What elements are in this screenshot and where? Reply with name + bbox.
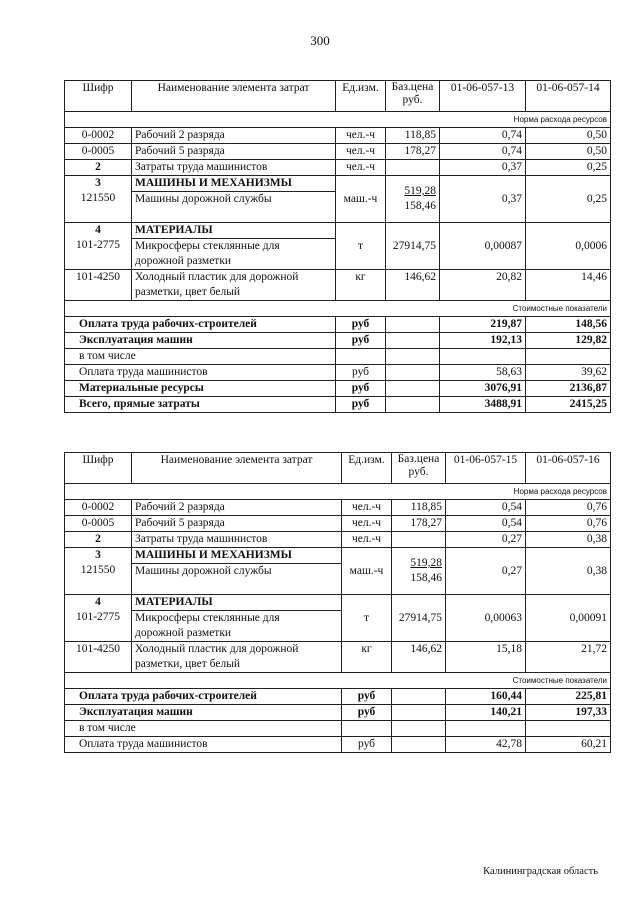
row-name: Машины дорожной службы <box>132 192 336 223</box>
row-name-line-2: разметки, цвет белый <box>135 658 241 670</box>
cost-name: Эксплуатация машин <box>65 333 336 349</box>
row-value-2: 21,72 <box>526 642 611 673</box>
cost-row <box>65 705 611 721</box>
header-code: Шифр <box>65 453 132 484</box>
row-name <box>132 239 336 270</box>
row-name: Рабочий 2 разряда <box>132 500 342 516</box>
section-title: МАТЕРИАЛЫ <box>132 223 336 239</box>
row-price: 146,62 <box>386 270 440 301</box>
header-unit: Ед.изм. <box>336 81 386 112</box>
row-code: 101-2775 <box>75 611 121 623</box>
section-code <box>65 548 132 595</box>
row-name: Рабочий 2 разряда <box>132 128 336 144</box>
cost-value-2: 225,81 <box>526 689 611 705</box>
page-footer: Калининградская область <box>483 866 598 877</box>
row-price: 178,27 <box>392 516 446 532</box>
cost-price <box>386 349 440 365</box>
cost-price <box>386 365 440 381</box>
row-value-1: 0,27 <box>446 548 526 595</box>
row-code: 101-4250 <box>65 270 132 301</box>
row-value-1: 0,00063 <box>446 595 526 642</box>
section-title: МАТЕРИАЛЫ <box>132 595 342 611</box>
table-row <box>65 160 611 176</box>
row-price <box>392 532 446 548</box>
cost-row <box>65 381 611 397</box>
row-price: 178,27 <box>386 144 440 160</box>
cost-value-1: 219,87 <box>440 317 526 333</box>
header-name: Наименование элемента затрат <box>132 453 342 484</box>
row-value-2: 0,50 <box>526 144 611 160</box>
section-number: 4 <box>95 224 101 236</box>
row-name-line-2: разметки, цвет белый <box>135 286 241 298</box>
row-unit: чел.-ч <box>336 144 386 160</box>
table-row <box>65 500 611 516</box>
row-unit: т <box>336 223 386 270</box>
table-row <box>65 270 611 301</box>
cost-price <box>392 689 446 705</box>
row-price-main: 519,28 <box>410 557 442 569</box>
row-value-2: 0,25 <box>526 176 611 223</box>
row-name: Рабочий 5 разряда <box>132 144 336 160</box>
cost-unit: руб <box>342 705 392 721</box>
row-value-1: 0,37 <box>440 160 526 176</box>
header-col-1: 01-06-057-15 <box>446 453 526 484</box>
section-code <box>65 223 132 270</box>
cost-name: Оплата труда рабочих-строителей <box>65 689 342 705</box>
row-name-line-1: Микросферы стеклянные для <box>135 612 280 624</box>
cost-row <box>65 333 611 349</box>
norm-caption: Норма расхода ресурсов <box>65 484 611 500</box>
row-value-1: 15,18 <box>446 642 526 673</box>
cost-caption: Стоимостные показатели <box>65 301 611 317</box>
cost-table-2 <box>64 452 611 753</box>
row-code: 121550 <box>80 192 116 204</box>
cost-unit: руб <box>336 381 386 397</box>
row-value-2: 0,76 <box>526 500 611 516</box>
row-name <box>132 611 342 642</box>
section-number: 3 <box>95 549 101 561</box>
cost-value-1: 3488,91 <box>440 397 526 413</box>
table-row <box>65 532 611 548</box>
cost-name: Оплата труда рабочих-строителей <box>65 317 336 333</box>
table-header-row <box>65 81 611 112</box>
row-value-1: 0,74 <box>440 144 526 160</box>
row-code: 0-0005 <box>65 516 132 532</box>
row-price: 27914,75 <box>392 595 446 642</box>
table-header-row <box>65 453 611 484</box>
row-value-2: 0,38 <box>526 548 611 595</box>
section-row <box>65 548 611 564</box>
cost-value-2: 2415,25 <box>526 397 611 413</box>
row-code: 0-0002 <box>65 500 132 516</box>
cost-value-2: 2136,87 <box>526 381 611 397</box>
row-value-1: 0,54 <box>446 500 526 516</box>
cost-row <box>65 721 611 737</box>
header-col-2: 01-06-057-16 <box>526 453 611 484</box>
row-code: 121550 <box>80 564 116 576</box>
cost-price <box>386 317 440 333</box>
cost-value-1: 140,21 <box>446 705 526 721</box>
page-number: 300 <box>310 33 330 48</box>
section-code <box>65 176 132 223</box>
row-value-2: 0,50 <box>526 128 611 144</box>
cost-row <box>65 737 611 753</box>
row-unit: маш.-ч <box>342 548 392 595</box>
cost-unit: руб <box>342 737 392 753</box>
cost-name: Оплата труда машинистов <box>65 365 336 381</box>
cost-table-1 <box>64 80 611 413</box>
cost-value-1: 58,63 <box>440 365 526 381</box>
cost-name: Всего, прямые затраты <box>65 397 336 413</box>
cost-caption-row <box>65 301 611 317</box>
cost-value-2: 148,56 <box>526 317 611 333</box>
section-number: 4 <box>95 596 101 608</box>
cost-price <box>386 333 440 349</box>
cost-value-2: 129,82 <box>526 333 611 349</box>
row-value-1: 0,27 <box>446 532 526 548</box>
row-price <box>392 548 446 595</box>
row-price-secondary: 158,46 <box>410 572 442 584</box>
cost-unit: руб <box>342 689 392 705</box>
row-code: 2 <box>65 160 132 176</box>
row-price: 146,62 <box>392 642 446 673</box>
section-title: МАШИНЫ И МЕХАНИЗМЫ <box>132 176 336 192</box>
cost-value-2: 39,62 <box>526 365 611 381</box>
header-col-2: 01-06-057-14 <box>526 81 611 112</box>
row-price: 118,85 <box>386 128 440 144</box>
row-name: Затраты труда машинистов <box>132 160 336 176</box>
row-value-1: 0,74 <box>440 128 526 144</box>
norm-caption-row <box>65 484 611 500</box>
row-name: Затраты труда машинистов <box>132 532 342 548</box>
section-code <box>65 595 132 642</box>
cost-value-1: 42,78 <box>446 737 526 753</box>
cost-name: в том числе <box>65 349 336 365</box>
row-price-secondary: 158,46 <box>404 200 436 212</box>
cost-value-2 <box>526 349 611 365</box>
cost-price <box>386 381 440 397</box>
norm-caption-row <box>65 112 611 128</box>
row-code: 2 <box>65 532 132 548</box>
row-unit: чел.-ч <box>336 160 386 176</box>
row-price: 118,85 <box>392 500 446 516</box>
row-name: Рабочий 5 разряда <box>132 516 342 532</box>
cost-value-1 <box>440 349 526 365</box>
row-code: 0-0002 <box>65 128 132 144</box>
row-value-1: 0,54 <box>446 516 526 532</box>
table-row <box>65 128 611 144</box>
cost-unit: руб <box>336 365 386 381</box>
row-name-line-1: Холодный пластик для дорожной <box>135 271 299 283</box>
row-name-line-2: дорожной разметки <box>135 255 232 267</box>
cost-value-2: 197,33 <box>526 705 611 721</box>
row-value-2: 0,76 <box>526 516 611 532</box>
row-unit: чел.-ч <box>336 128 386 144</box>
header-col-1: 01-06-057-13 <box>440 81 526 112</box>
row-value-2: 0,00091 <box>526 595 611 642</box>
row-value-2: 0,25 <box>526 160 611 176</box>
section-title: МАШИНЫ И МЕХАНИЗМЫ <box>132 548 342 564</box>
table-row <box>65 144 611 160</box>
row-value-2: 0,38 <box>526 532 611 548</box>
header-unit: Ед.изм. <box>342 453 392 484</box>
row-unit: чел.-ч <box>342 516 392 532</box>
row-unit: кг <box>342 642 392 673</box>
cost-name: Материальные ресурсы <box>65 381 336 397</box>
row-name-line-2: дорожной разметки <box>135 627 232 639</box>
cost-row <box>65 689 611 705</box>
row-price <box>386 160 440 176</box>
cost-value-1: 160,44 <box>446 689 526 705</box>
cost-name: Оплата труда машинистов <box>65 737 342 753</box>
cost-value-1 <box>446 721 526 737</box>
cost-price <box>392 721 446 737</box>
cost-caption-row <box>65 673 611 689</box>
cost-row <box>65 397 611 413</box>
norm-caption: Норма расхода ресурсов <box>65 112 611 128</box>
row-value-1: 0,37 <box>440 176 526 223</box>
header-name: Наименование элемента затрат <box>132 81 336 112</box>
row-name: Машины дорожной службы <box>132 564 342 595</box>
section-row <box>65 223 611 239</box>
row-unit: чел.-ч <box>342 532 392 548</box>
header-price: Баз.цена руб. <box>392 453 446 484</box>
cost-price <box>392 705 446 721</box>
row-price: 27914,75 <box>386 223 440 270</box>
cost-unit <box>342 721 392 737</box>
header-code: Шифр <box>65 81 132 112</box>
cost-row <box>65 349 611 365</box>
row-code: 0-0005 <box>65 144 132 160</box>
row-value-1: 20,82 <box>440 270 526 301</box>
row-unit: кг <box>336 270 386 301</box>
cost-unit: руб <box>336 333 386 349</box>
row-code: 101-2775 <box>75 239 121 251</box>
cost-value-2 <box>526 721 611 737</box>
cost-caption: Стоимостные показатели <box>65 673 611 689</box>
cost-unit <box>336 349 386 365</box>
header-price: Баз.цена руб. <box>386 81 440 112</box>
cost-price <box>392 737 446 753</box>
row-unit: т <box>342 595 392 642</box>
cost-row <box>65 317 611 333</box>
row-value-2: 14,46 <box>526 270 611 301</box>
row-price <box>386 176 440 223</box>
section-row <box>65 595 611 611</box>
cost-value-2: 60,21 <box>526 737 611 753</box>
cost-value-1: 192,13 <box>440 333 526 349</box>
row-price-main: 519,28 <box>404 185 436 197</box>
cost-value-1: 3076,91 <box>440 381 526 397</box>
row-name-line-1: Холодный пластик для дорожной <box>135 643 299 655</box>
cost-name: в том числе <box>65 721 342 737</box>
cost-price <box>386 397 440 413</box>
row-value-2: 0,0006 <box>526 223 611 270</box>
row-code: 101-4250 <box>65 642 132 673</box>
table-row <box>65 516 611 532</box>
cost-unit: руб <box>336 397 386 413</box>
row-name <box>132 270 336 301</box>
row-unit: чел.-ч <box>342 500 392 516</box>
cost-name: Эксплуатация машин <box>65 705 342 721</box>
cost-row <box>65 365 611 381</box>
row-unit: маш.-ч <box>336 176 386 223</box>
table-row <box>65 642 611 673</box>
row-value-1: 0,00087 <box>440 223 526 270</box>
cost-unit: руб <box>336 317 386 333</box>
section-number: 3 <box>95 177 101 189</box>
row-name-line-1: Микросферы стеклянные для <box>135 240 280 252</box>
section-row <box>65 176 611 192</box>
row-name <box>132 642 342 673</box>
